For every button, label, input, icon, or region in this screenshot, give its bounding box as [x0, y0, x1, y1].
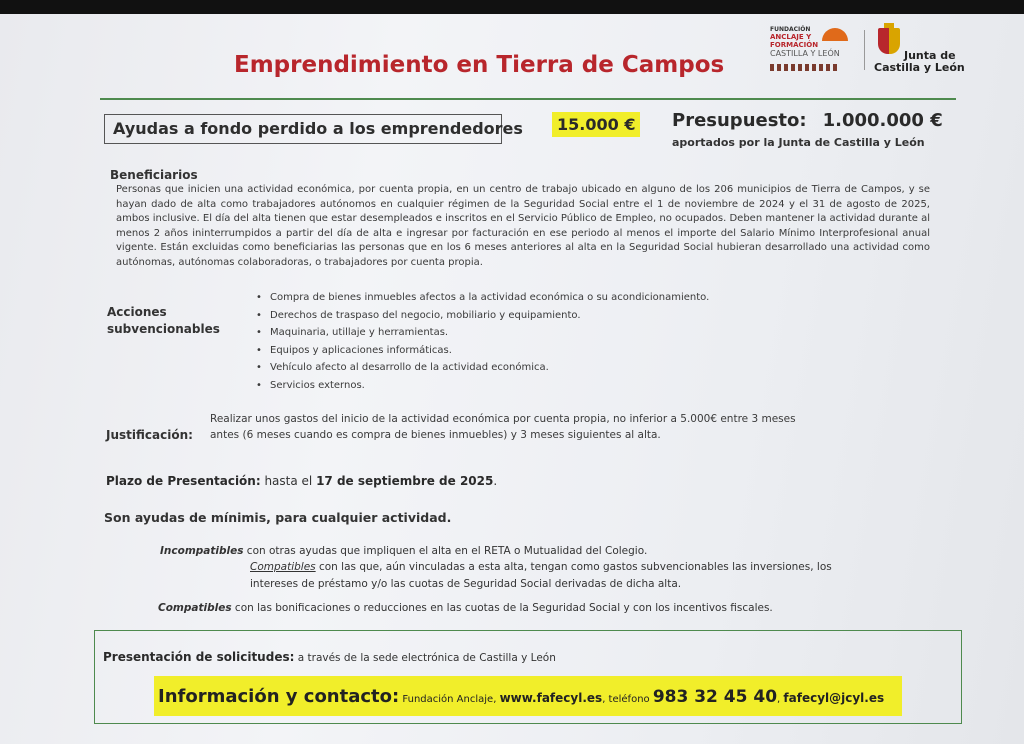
top-black-bar [0, 0, 1024, 14]
list-item: • Maquinaria, utillaje y herramientas. [256, 327, 449, 338]
budget-source: aportados por la Junta de Castilla y León [672, 136, 925, 149]
budget [672, 110, 943, 131]
aid-type-box: Ayudas a fondo perdido a los emprendedores [104, 114, 502, 144]
acciones-label: Acciones subvencionables [107, 305, 220, 336]
contact-line: Información y contacto: Fundación Anclaje, www.fafecyl.es, teléfono 983 32 45 40, fafecyl@jcyl.es [158, 686, 885, 707]
justificacion-label: Justificación: [106, 428, 193, 442]
compatibles-line-2: intereses de préstamo y/o las cuotas de Seguridad Social derivadas de dicha alta. [250, 578, 682, 590]
logo-separator [864, 30, 865, 70]
beneficiarios-text: Personas que inicien una actividad económica, por cuenta propia, en un centro de trabajo ubicado en alguno de los 206 municipios de Tierra de Campos, y se hayan dado de alta como trabajadores autónomos en cualquier régimen de la Seguridad Social entre el 1 de noviembre de 2024 y el 31 de agosto de 2025, ambos inclusive. El día del alta tienen que estar desempleados e inscritos en el Servicio Público de Empleo, no ocupados. Deben mantener la actividad durante al menos 2 años ininterrumpidos a partir del día de alta e ingresar por facturación en ese periodo al menos el importe del Salario Mínimo Interprofesional anual vigente. Están excluidas como beneficiarias las personas que en los 6 meses anteriores al alta en la Seguridad Social hubieran desarrollado una actividad como autónomas, autónomas colaboradoras, o trabajadores por cuenta propia. [116, 184, 930, 268]
list-item: • Compra de bienes inmuebles afectos a la actividad económica o su acondicionamiento. [256, 292, 710, 303]
budget-value: 1.000.000 € [822, 110, 943, 131]
minimis-line: Son ayudas de mínimis, para cualquier actividad. [104, 510, 452, 525]
fundacion-anclaje-logo [770, 26, 852, 78]
compatibles-fiscal-line: Compatibles con las bonificaciones o reducciones en las cuotas de la Seguridad Social y con los incentivos fiscales. [158, 602, 773, 614]
presentacion-line: Presentación de solicitudes: a través de la sede electrónica de Castilla y León [103, 650, 556, 664]
header-rule [100, 98, 956, 100]
contact-label: Información y contacto [158, 686, 393, 707]
logo-fund-line3: CASTILLA Y LEÓN [770, 49, 840, 58]
plazo-line: Plazo de Presentación: hasta el 17 de septiembre de 2025. [106, 474, 498, 488]
logo-fund-line1: FUNDACIÓN [770, 26, 811, 33]
incompatibles-line: Incompatibles con otras ayudas que impliquen el alta en el RETA o Mutualidad del Colegio. [160, 545, 648, 557]
acciones-list [256, 289, 709, 394]
contact-website: www.fafecyl.es [499, 691, 603, 705]
beneficiarios-label: Beneficiarios [110, 168, 198, 182]
document-title: Emprendimiento en Tierra de Campos [234, 52, 725, 78]
junta-logo-text: Junta de Castilla y León [874, 49, 965, 74]
logo-bars-icon [770, 64, 837, 71]
junta-castilla-leon-logo [874, 28, 965, 76]
budget-label: Presupuesto: [672, 110, 807, 131]
justificacion-text: Realizar unos gastos del inicio de la actividad económica por cuenta propia, no inferior a 5.000€ entre 3 meses antes (6 meses cuando es compra de bienes inmuebles) y 3 meses siguientes al alta. [210, 413, 796, 441]
contact-email: fafecyl@jcyl.es [783, 691, 885, 705]
list-item: • Equipos y aplicaciones informáticas. [256, 344, 452, 356]
logo-fund-line2: ANCLAJE Y FORMACIÓN [770, 33, 819, 49]
compatibles-line-1: Compatibles con las que, aún vinculadas a esta alta, tengan como gastos subvencionables las inversiones, los [250, 561, 832, 573]
contact-org: Fundación Anclaje, [399, 694, 500, 705]
contact-phone: 983 32 45 40 [652, 687, 778, 707]
list-item: • Derechos de traspaso del negocio, mobiliario y equipamiento. [256, 309, 581, 321]
aid-amount: 15.000 € [552, 112, 640, 137]
list-item: • Vehículo afecto al desarrollo de la actividad económica. [256, 362, 549, 373]
list-item: • Servicios externos. [256, 379, 365, 391]
